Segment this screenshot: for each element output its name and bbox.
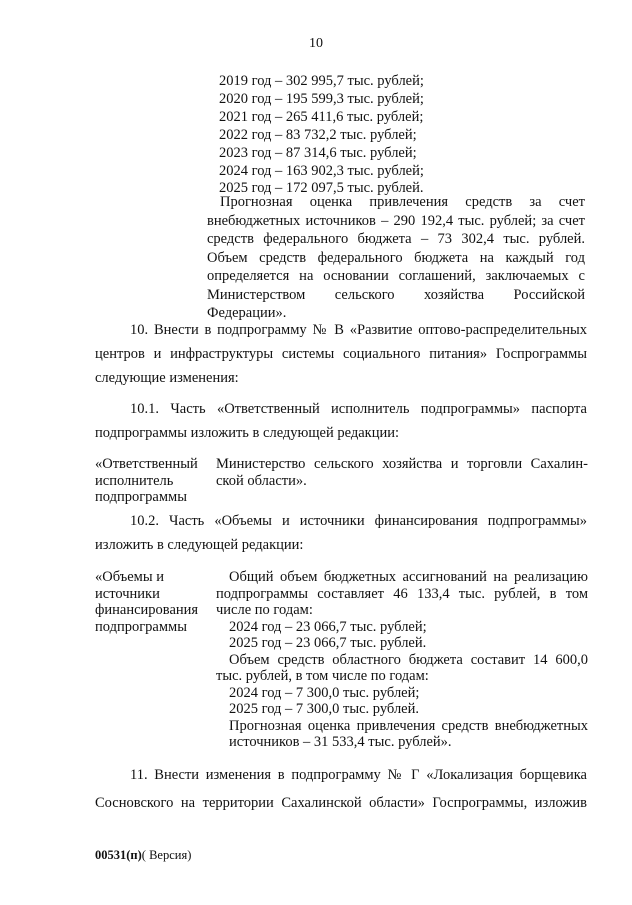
forecast-line: внебюджетных источников – 290 192,4 тыс. рублей; за счет [207,212,585,229]
paragraph-10 [95,318,587,390]
table2-line: тыс. рублей, в том числе по годам: [216,668,429,684]
year-line-2023: 2023 год – 87 314,6 тыс. рублей; [219,145,417,161]
forecast-line: Федерации». [207,305,287,321]
forecast-paragraph [207,193,585,323]
forecast-line: определяется на основании соглашений, заключаемых с [207,268,585,284]
table2-line: числе по годам: [216,602,313,618]
year-line-2019: 2019 год – 302 995,7 тыс. рублей; [219,73,424,89]
year-line-2025: 2025 год – 172 097,5 тыс. рублей. [219,180,424,196]
paragraph-line: 10.2. Часть «Объемы и источники финансирования подпрограммы» [130,513,587,529]
table2-line: подпрограммы составляет 46 133,4 тыс. рублей, в том [216,585,588,602]
paragraph-11 [95,761,587,817]
table2-label: «Объемы и источники финансирования подпрограммы [95,569,199,635]
year-line-2022: 2022 год – 83 732,2 тыс. рублей; [219,127,417,143]
table2-line: 2024 год – 23 066,7 тыс. рублей; [229,618,427,635]
paragraph-line: Сосновского на территории Сахалинской области» Госпрограммы, изложив [95,795,587,811]
table1-line: Министерство сельского хозяйства и торговли Сахалин- [216,456,588,472]
table2-line: Прогнозная оценка привлечения средств внебюджетных [229,717,588,734]
table2-line: Общий объем бюджетных ассигнований на реализацию [229,569,588,585]
paragraph-line: следующие изменения: [95,370,239,386]
table1-line: ской области». [216,472,307,489]
paragraph-10-1 [95,397,587,445]
table1-content [216,456,588,489]
table1-label: «Ответственный исполнитель подпрограммы [95,456,198,505]
paragraph-line: изложить в следующей редакции: [95,537,304,553]
table2-line: 2025 год – 7 300,0 тыс. рублей. [229,701,420,717]
footer-doc-code [95,848,191,863]
year-line-2020: 2020 год – 195 599,3 тыс. рублей; [219,91,424,107]
table2-line: Объем средств областного бюджета составит 14 600,0 [229,651,588,668]
table2-line: 2025 год – 23 066,7 тыс. рублей. [229,635,427,651]
paragraph-line: подпрограммы изложить в следующей редакции: [95,425,400,441]
year-line-2024: 2024 год – 163 902,3 тыс. рублей; [219,163,424,179]
year-line-2021: 2021 год – 265 411,6 тыс. рублей; [219,109,424,125]
table2-line: источников – 31 533,4 тыс. рублей». [229,734,452,750]
paragraph-line: 10. Внести в подпрограмму № В «Развитие оптово-распределительных [130,322,587,338]
page-number: 10 [309,36,323,51]
table2-line: 2024 год – 7 300,0 тыс. рублей; [229,684,420,701]
forecast-line: средств федерального бюджета – 73 302,4 тыс. рублей. [207,231,585,247]
paragraph-line: центров и инфраструктуры системы социального питания» Госпрограммы [95,346,587,362]
paragraph-line: 11. Внести изменения в подпрограмму № Г «Локализация борщевика [130,767,587,783]
footer-version: ( Версия) [141,848,192,862]
forecast-line: Прогнозная оценка привлечения средств за счет [220,194,585,210]
paragraph-10-2 [95,509,587,557]
paragraph-line: 10.1. Часть «Ответственный исполнитель подпрограммы» паспорта [130,401,587,417]
forecast-line: Объем средств федерального бюджета на каждый год [207,249,585,266]
footer-code: 00531(п) [95,848,142,862]
forecast-line: Министерством сельского хозяйства Российской [207,286,585,303]
table2-content [216,569,588,751]
